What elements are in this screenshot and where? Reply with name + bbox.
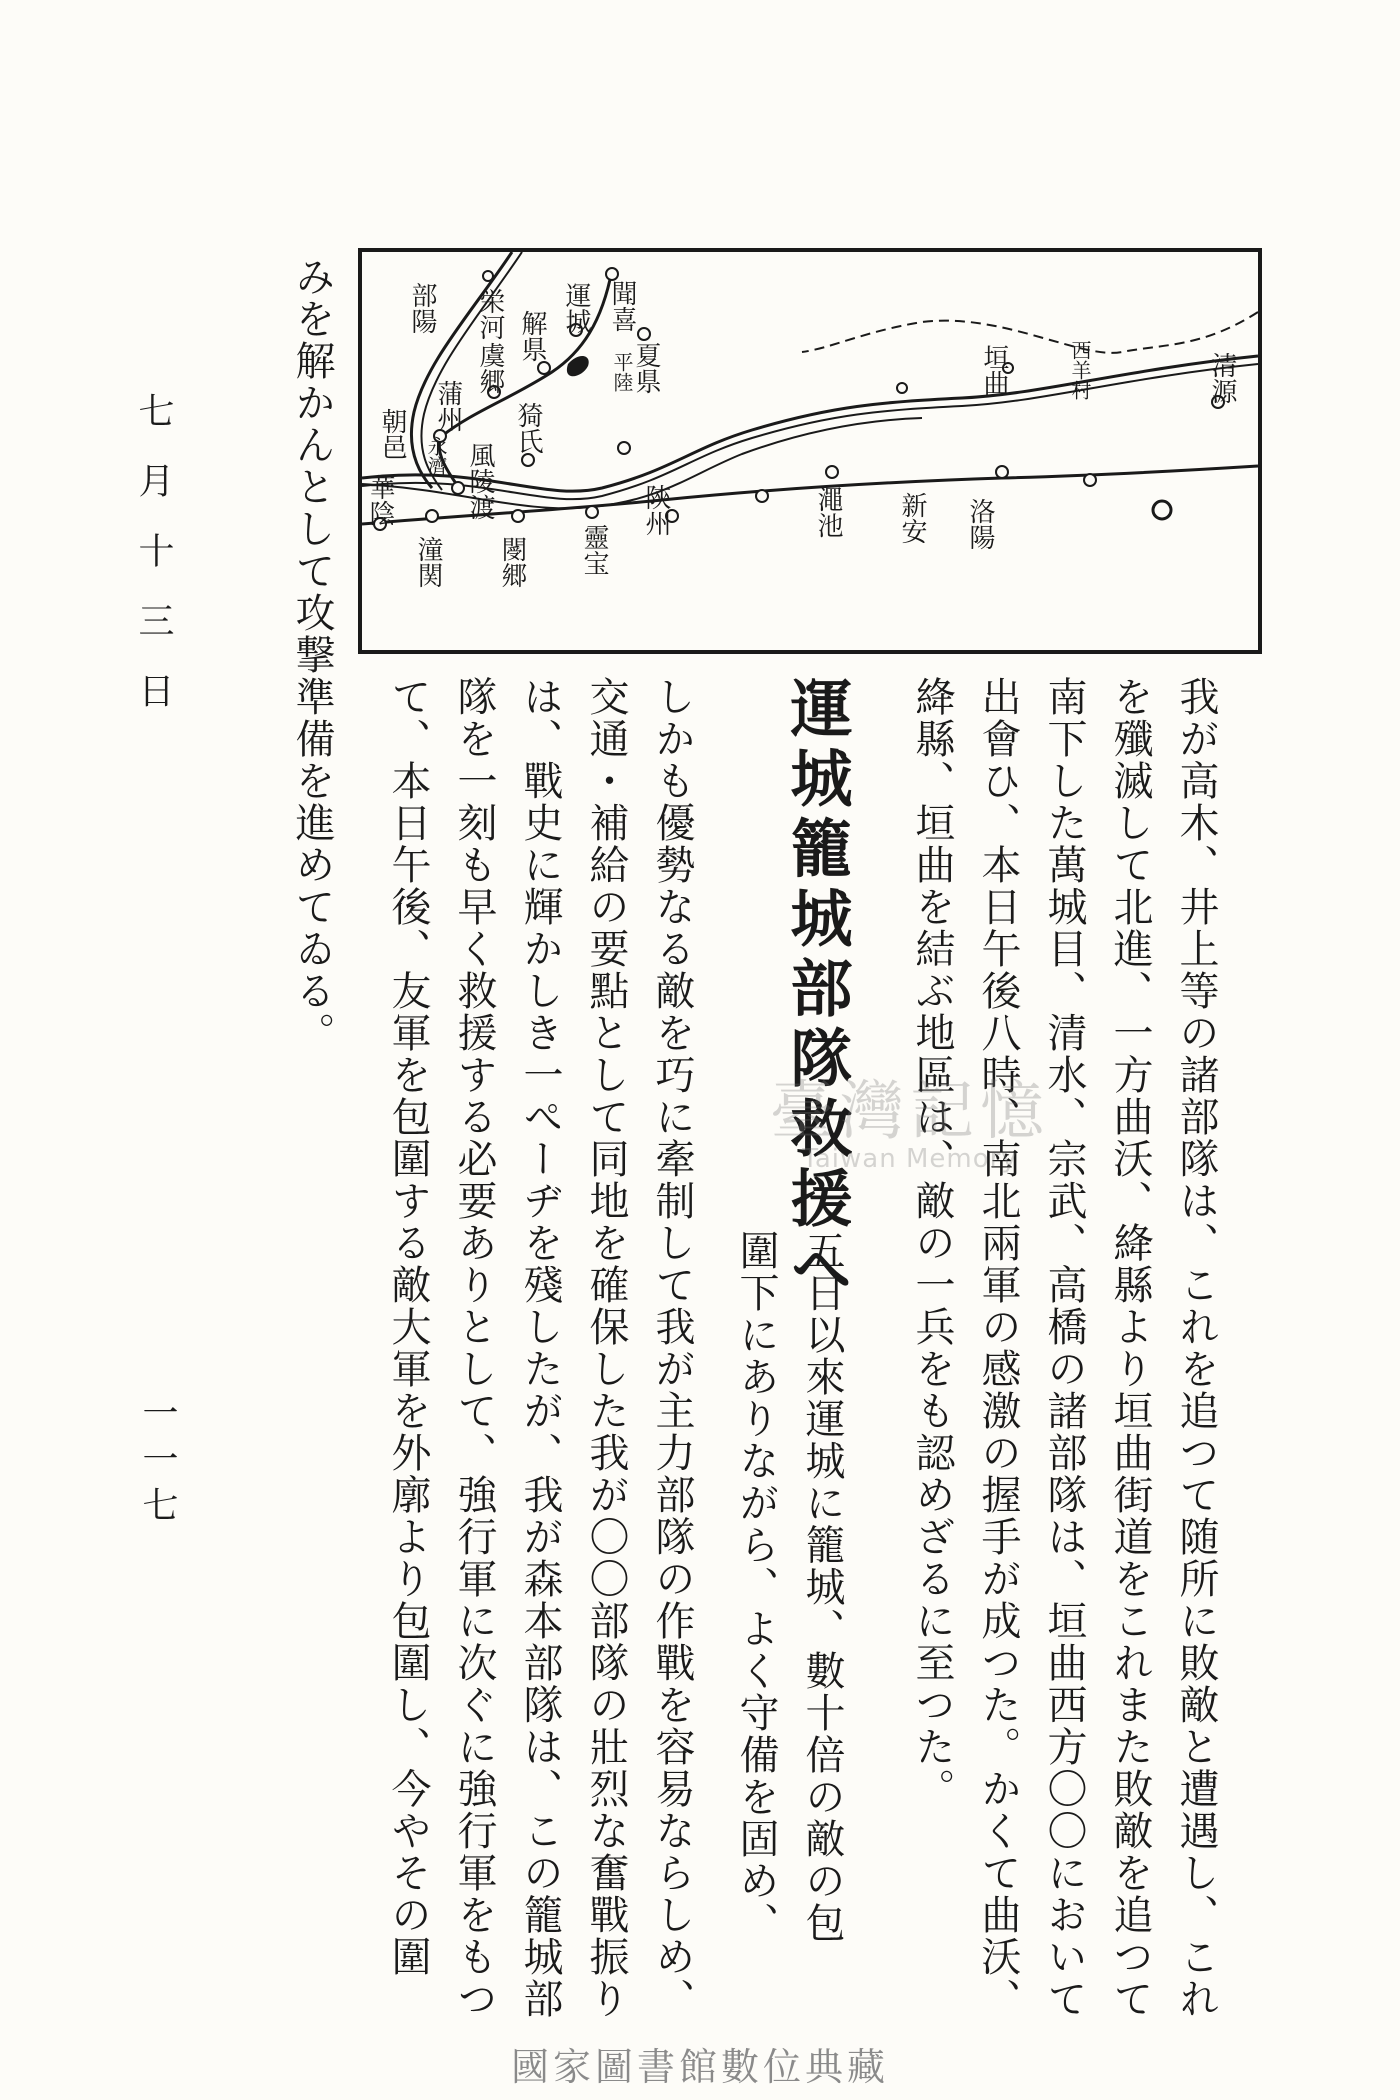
paragraph-1-line: を殲滅して北進、一方曲沃、絳縣より垣曲街道をこれまた敗敵を追つて	[1107, 676, 1153, 2020]
map-city-label: 閿郷	[497, 536, 527, 588]
map-city-label: 西羊村	[1068, 340, 1092, 400]
watermark-subtext: Taiwan Memory	[802, 1144, 1018, 1174]
railway-line	[362, 466, 1258, 524]
paragraph-1-line: 我が高木、井上等の諸部隊は、これを追つて随所に敗敵と遭遇し、これ	[1173, 676, 1219, 2020]
city-marker	[538, 362, 550, 374]
map-city-label: 夏県	[631, 342, 661, 394]
paragraph-1-line: 絳縣、垣曲を結ぶ地區は、敵の一兵をも認めざるに至つた。	[909, 676, 955, 1810]
paragraph-2-line: しかも優勢なる敵を巧に牽制して我が主力部隊の作戰を容易ならしめ、	[649, 676, 695, 2020]
city-marker	[897, 383, 907, 393]
city-marker	[1153, 501, 1171, 519]
city-marker	[522, 454, 534, 466]
map-city-label: 垣曲	[979, 344, 1009, 396]
map-city-label: 平陸	[610, 352, 634, 392]
city-marker	[483, 271, 493, 281]
map-city-label: 朝邑	[377, 408, 407, 460]
paragraph-2-line: みを解かんとして攻撃準備を進めてゐる。	[289, 256, 335, 1054]
city-marker	[426, 510, 438, 522]
city-marker	[512, 510, 524, 522]
map-city-label: 栄河	[475, 288, 505, 340]
map-city-label: 解県	[517, 310, 547, 362]
paragraph-2-line: 圍下にありながら、よく守備を固め、	[733, 1230, 779, 1944]
date-label: 七月十三日	[133, 392, 174, 742]
paragraph-2-line: は、戰史に輝かしき一ぺーヂを殘したが、我が森本部隊は、この籠城部	[517, 676, 563, 2020]
map-city-label: 潼関	[413, 536, 443, 588]
map-city-label: 洛陽	[965, 498, 995, 550]
map-city-label: 運城	[561, 282, 591, 334]
footer-caption: 國家圖書館數位典藏	[510, 2045, 889, 2089]
city-marker	[1084, 474, 1096, 486]
map-city-label: 澠池	[813, 486, 843, 538]
page-number: 一一七	[137, 1394, 178, 1532]
section-heading: 運城籠城部隊救援へ	[780, 676, 853, 1306]
watermark-text: 臺灣記憶	[770, 1075, 1050, 1149]
map-city-label: 新安	[897, 492, 927, 544]
city-marker	[996, 466, 1008, 478]
map-city-label: 華陰	[365, 474, 395, 526]
map-city-label: 永濟	[424, 436, 448, 476]
map-svg	[362, 252, 1258, 650]
map-city-label: 蒲州	[433, 380, 463, 432]
road-line	[802, 312, 1258, 353]
city-marker	[618, 442, 630, 454]
map-city-label: 陝州	[641, 484, 671, 536]
map-city-label: 靈宝	[579, 524, 609, 576]
paragraph-1-line: 南下した萬城目、清水、宗武、高橋の諸部隊は、垣曲西方〇〇において	[1041, 676, 1087, 2020]
city-marker	[756, 490, 768, 502]
map-city-label: 風陵渡	[465, 442, 495, 520]
city-marker	[606, 268, 618, 280]
map-city-label: 聞喜	[607, 280, 637, 332]
map-city-label: 虞郷	[475, 342, 505, 394]
paragraph-2-line: 隊を一刻も早く救援する必要ありとして、強行軍に次ぐに強行軍をもつ	[451, 676, 497, 2020]
paragraph-1-line: 出會ひ、本日午後八時、南北兩軍の感激の握手が成つた。かくて曲沃、	[975, 676, 1021, 2020]
paragraph-2-line: 五日以來運城に籠城、數十倍の敵の包	[799, 1230, 845, 1944]
paragraph-2-line: て、本日午後、友軍を包圍する敵大軍を外廓より包圍し、今やその圍	[385, 676, 431, 1978]
map-city-label: 猗氏	[513, 402, 543, 454]
city-marker	[826, 466, 838, 478]
map-city-label: 清源	[1207, 352, 1237, 404]
city-marker	[586, 506, 598, 518]
city-marker	[452, 482, 464, 494]
paragraph-2-line: 交通・補給の要點として同地を確保した我が〇〇部隊の壯烈な奮戰振り	[583, 676, 629, 2020]
map-city-label: 部陽	[407, 282, 437, 334]
city-marker	[638, 328, 650, 340]
route-map	[358, 248, 1262, 654]
